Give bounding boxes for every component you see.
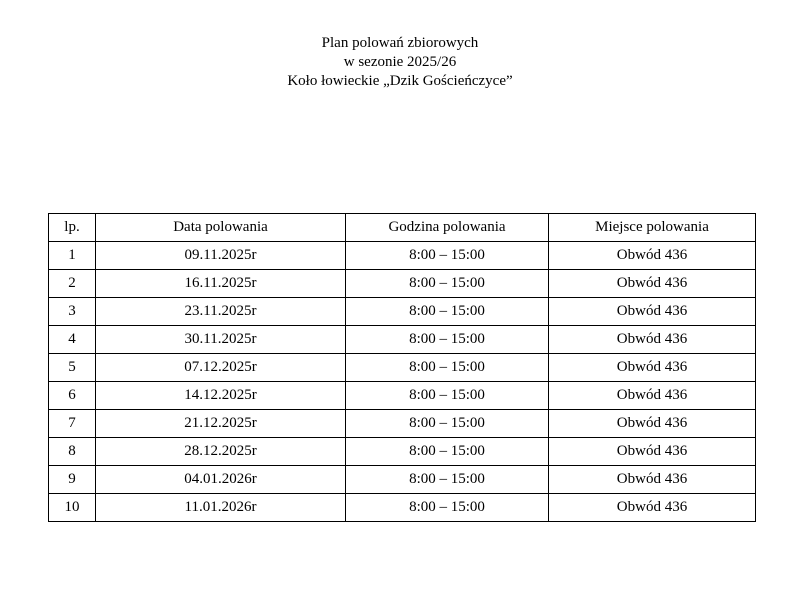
cell-date: 07.12.2025r — [96, 354, 346, 382]
cell-place: Obwód 436 — [549, 326, 756, 354]
cell-lp: 2 — [49, 270, 96, 298]
table-header-row — [49, 214, 756, 242]
table-row — [49, 242, 756, 270]
title-line-club: Koło łowieckie „Dzik Gościeńczyce” — [287, 73, 513, 89]
cell-time: 8:00 – 15:00 — [346, 298, 549, 326]
document-title — [0, 34, 800, 91]
cell-time: 8:00 – 15:00 — [346, 494, 549, 522]
cell-time: 8:00 – 15:00 — [346, 326, 549, 354]
header-time: Godzina polowania — [346, 214, 549, 242]
table-row — [49, 494, 756, 522]
cell-place: Obwód 436 — [549, 494, 756, 522]
cell-date: 21.12.2025r — [96, 410, 346, 438]
cell-lp: 3 — [49, 298, 96, 326]
header-lp: lp. — [49, 214, 96, 242]
cell-date: 11.01.2026r — [96, 494, 346, 522]
table-row — [49, 410, 756, 438]
cell-place: Obwód 436 — [549, 354, 756, 382]
cell-time: 8:00 – 15:00 — [346, 354, 549, 382]
cell-date: 09.11.2025r — [96, 242, 346, 270]
cell-time: 8:00 – 15:00 — [346, 410, 549, 438]
cell-lp: 7 — [49, 410, 96, 438]
cell-place: Obwód 436 — [549, 438, 756, 466]
cell-lp: 1 — [49, 242, 96, 270]
cell-lp: 5 — [49, 354, 96, 382]
table-row — [49, 298, 756, 326]
cell-lp: 6 — [49, 382, 96, 410]
table-row — [49, 466, 756, 494]
cell-time: 8:00 – 15:00 — [346, 270, 549, 298]
cell-time: 8:00 – 15:00 — [346, 382, 549, 410]
cell-time: 8:00 – 15:00 — [346, 242, 549, 270]
cell-place: Obwód 436 — [549, 298, 756, 326]
cell-place: Obwód 436 — [549, 466, 756, 494]
cell-place: Obwód 436 — [549, 382, 756, 410]
table-row — [49, 382, 756, 410]
cell-lp: 10 — [49, 494, 96, 522]
cell-place: Obwód 436 — [549, 410, 756, 438]
cell-date: 16.11.2025r — [96, 270, 346, 298]
title-line-plan: Plan polowań zbiorowych — [321, 35, 479, 51]
cell-time: 8:00 – 15:00 — [346, 466, 549, 494]
cell-place: Obwód 436 — [549, 242, 756, 270]
table-row — [49, 270, 756, 298]
cell-place: Obwód 436 — [549, 270, 756, 298]
title-line-season: w sezonie 2025/26 — [343, 54, 457, 70]
table-row — [49, 354, 756, 382]
table-row — [49, 438, 756, 466]
hunt-schedule-table — [48, 213, 756, 522]
header-place: Miejsce polowania — [549, 214, 756, 242]
cell-date: 30.11.2025r — [96, 326, 346, 354]
table-row — [49, 326, 756, 354]
cell-date: 14.12.2025r — [96, 382, 346, 410]
cell-lp: 8 — [49, 438, 96, 466]
header-date: Data polowania — [96, 214, 346, 242]
cell-date: 28.12.2025r — [96, 438, 346, 466]
cell-lp: 4 — [49, 326, 96, 354]
cell-lp: 9 — [49, 466, 96, 494]
cell-time: 8:00 – 15:00 — [346, 438, 549, 466]
cell-date: 23.11.2025r — [96, 298, 346, 326]
cell-date: 04.01.2026r — [96, 466, 346, 494]
